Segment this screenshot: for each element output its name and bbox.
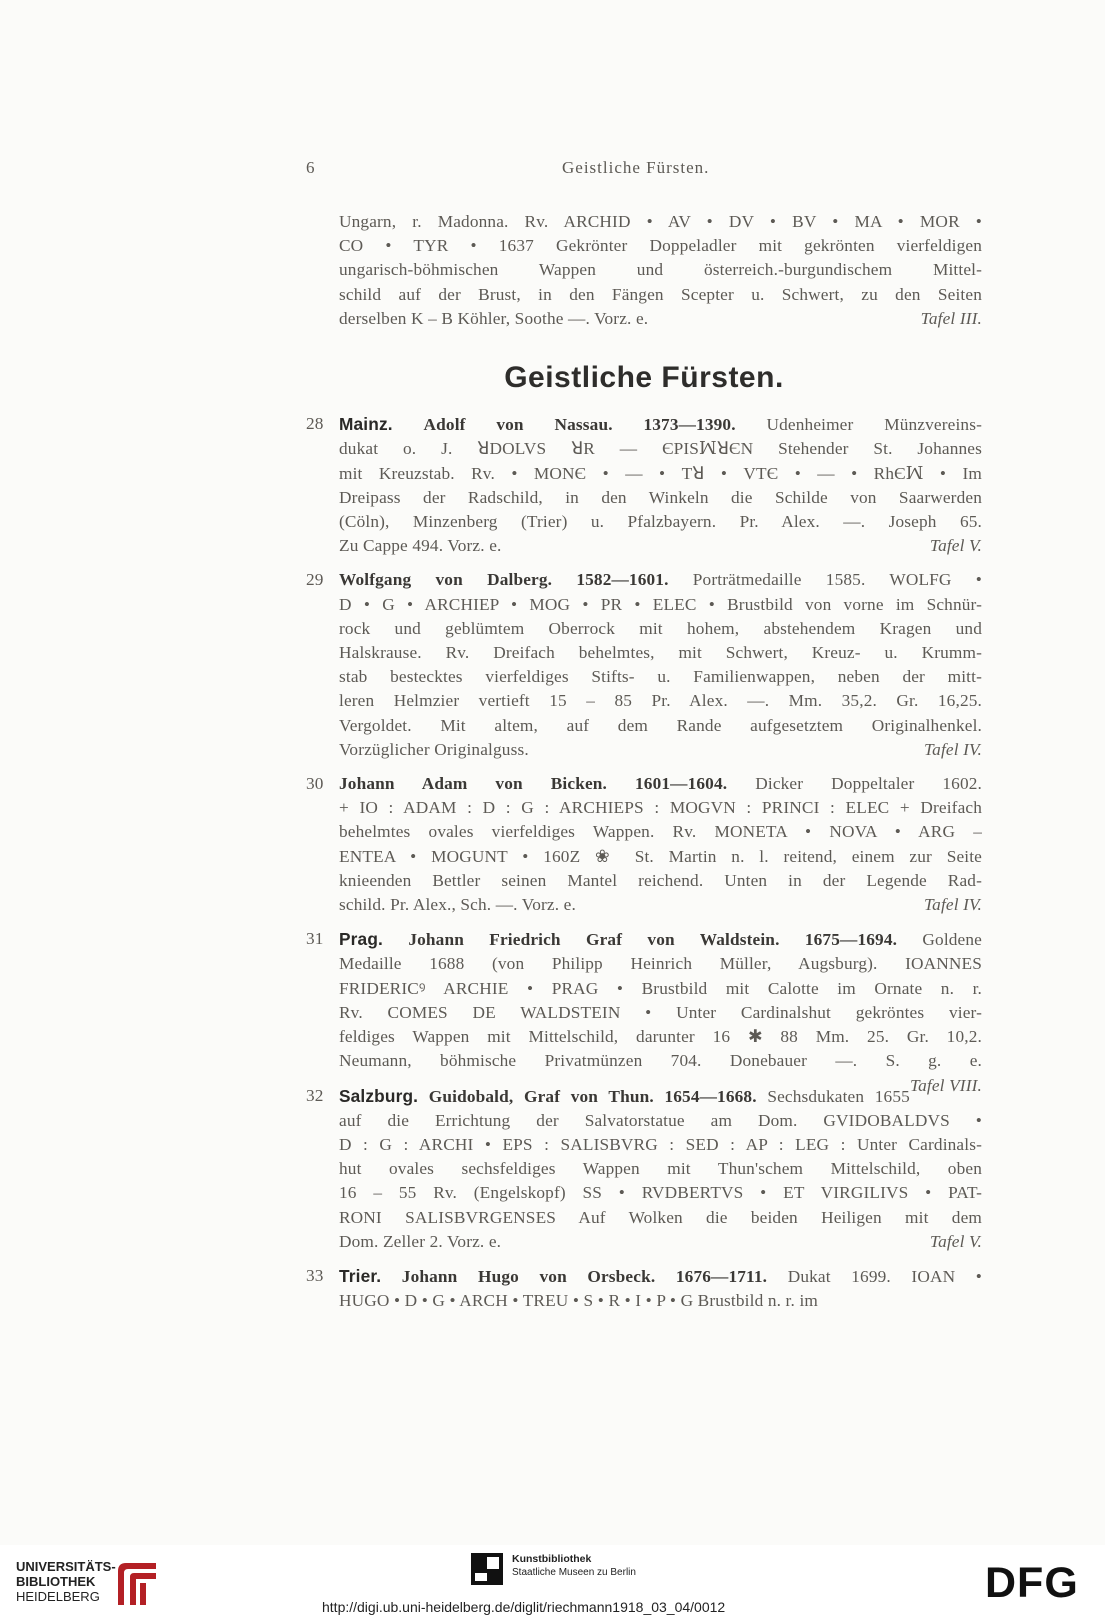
text-line: rock und geblümtem Oberrock mit hohem, abstehendem Kragen und	[339, 618, 982, 638]
entry-number: 30	[306, 774, 324, 794]
plate-reference: Tafel IV.	[923, 895, 982, 915]
plate-reference: Tafel VIII.	[909, 1075, 982, 1095]
text-line: knieenden Bettler seinen Mantel reichend. Unten in der Legende Rad-	[339, 870, 982, 890]
entry-ruler: Johann Hugo von Orsbeck. 1676—1711.	[401, 1266, 768, 1286]
catalogue-entries	[306, 412, 982, 1313]
uni-line-3: HEIDELBERG	[16, 1589, 100, 1604]
entry-description-start: Porträtmedaille 1585. WOLFG •	[668, 570, 982, 590]
uni-heidelberg-logo-icon	[112, 1561, 160, 1607]
entry-number: 33	[306, 1265, 324, 1285]
text-line-content: Vorzüglicher Originalguss.	[339, 739, 529, 759]
text-line: Vergoldet. Mit altem, auf dem Rande aufgesetztem Originalhenkel.	[339, 715, 982, 735]
kb-subtitle: Staatliche Museen zu Berlin	[512, 1567, 636, 1578]
text-line: Neumann, böhmische Privatmünzen 704. Donebauer —. S. g. e.	[339, 1051, 982, 1071]
text-line: stab bestecktes vierfeldiges Stifts- u. Familienwappen, neben der mitt-	[339, 667, 982, 687]
text-line-content: derselben K – B Köhler, Soothe —. Vorz. e.	[339, 308, 649, 328]
text-line	[339, 738, 982, 762]
section-title: Geistliche Fürsten.	[504, 361, 784, 395]
text-line-content: Dom. Zeller 2. Vorz. e.	[339, 1231, 502, 1251]
entry-number: 29	[306, 570, 324, 590]
text-line: D • G • ARCHIEP • MOG • PR • ELEC • Brustbild von vorne im Schnür-	[339, 594, 982, 614]
text-line: D : G : ARCHI • EPS : SALISBVRG : SED : AP : LEG : Unter Cardinals-	[339, 1134, 982, 1154]
kb-name: Kunstbibliothek	[512, 1553, 592, 1565]
catalogue-entry	[306, 412, 982, 558]
entry-heading-line	[339, 1084, 982, 1109]
plate-reference: Tafel III.	[920, 308, 982, 328]
text-line: ungarisch-böhmischen Wappen und österreich.-burgundischem Mittel-	[339, 260, 982, 280]
text-line: CO • TYR • 1637 Gekrönter Doppeladler mit gekrönten vierfeldigen	[339, 236, 982, 256]
entry-ruler: Guidobald, Graf von Thun. 1654—1668.	[428, 1086, 757, 1106]
entry-body	[339, 568, 982, 762]
dfg-logo[interactable]: DFG	[985, 1559, 1079, 1607]
text-line: dukat o. J. ꓤDOLVS ꓤR — ЄPISꟽꓤЄN Stehender St. Johannes	[339, 439, 982, 459]
entry-ruler: Wolfgang von Dalberg. 1582—1601.	[339, 570, 669, 590]
entry-body	[339, 927, 982, 1095]
text-line: FRIDERICꝰ ARCHIE • PRAG • Brustbild mit Calotte im Ornate n. r.	[339, 978, 982, 998]
text-line: leren Helmzier vertieft 15 – 85 Pr. Alex. —. Mm. 35,2. Gr. 16,25.	[339, 691, 982, 711]
text-line: mit Kreuzstab. Rv. • MONЄ • — • Tꓤ • VTЄ • — • RhЄꟽ • Im	[339, 463, 982, 483]
text-line	[339, 1230, 982, 1254]
entry-heading-line	[339, 927, 982, 952]
text-line: behelmtes ovales vierfeldiges Wappen. Rv. MONETA • NOVA • ARG –	[339, 822, 982, 842]
entry-heading-line	[339, 1264, 982, 1289]
text-line: auf die Errichtung der Salvatorstatue am Dom. GVIDOBALDVS •	[339, 1110, 982, 1130]
entry-place: Salzburg.	[339, 1085, 419, 1106]
text-line: schild auf der Brust, in den Fängen Scepter u. Schwert, zu den Seiten	[339, 284, 982, 304]
text-line: RONI SALISBVRGENSES Auf Wolken die beiden Heiligen mit dem	[339, 1207, 982, 1227]
entry-description-start: Dukat 1699. IOAN •	[767, 1266, 982, 1286]
text-line	[339, 534, 982, 558]
entry-body	[339, 412, 982, 558]
text-line: 16 – 55 Rv. (Engelskopf) SS • RVDBERTVS • ET VIRGILIVS • PAT-	[339, 1183, 982, 1203]
catalogue-entry	[306, 1264, 982, 1313]
entry-ruler: Johann Adam von Bicken. 1601—1604.	[339, 774, 728, 794]
plate-reference: Tafel V.	[929, 536, 982, 556]
text-line: feldiges Wappen mit Mittelschild, darunter 16 ✱ 88 Mm. 25. Gr. 10,2.	[339, 1027, 982, 1047]
text-line	[339, 893, 982, 917]
uni-line-2: BIBLIOTHEK	[16, 1574, 96, 1589]
running-title: Geistliche Fürsten.	[562, 158, 710, 177]
text-line-content: schild. Pr. Alex., Sch. —. Vorz. e.	[339, 895, 576, 915]
kunstbibliothek-wordmark	[512, 1553, 636, 1579]
entry-description-start: Goldene	[897, 930, 982, 950]
plate-reference: Tafel IV.	[923, 739, 982, 759]
entry-description-start: Dicker Doppeltaler 1602.	[727, 774, 983, 794]
kunstbibliothek-logo-icon[interactable]	[471, 1553, 503, 1585]
entry-body	[339, 1084, 982, 1254]
entry-ruler: Adolf von Nassau. 1373—1390.	[423, 415, 736, 435]
text-line: hut ovales sechsfeldiges Wappen mit Thun'schem Mittelschild, oben	[339, 1159, 982, 1179]
text-line-content: Zu Cappe 494. Vorz. e.	[339, 536, 502, 556]
entry-ruler: Johann Friedrich Graf von Waldstein. 1675—1694.	[408, 930, 898, 950]
text-line: + IO : ADAM : D : G : ARCHIEPS : MOGVN : PRINCI : ELEC + Dreifach	[339, 798, 982, 818]
text-line: Rv. COMES DE WALDSTEIN • Unter Cardinalshut gekröntes vier-	[339, 1002, 982, 1022]
text-line: ENTEA • MOGUNT • 160Z ❀ St. Martin n. l. reitend, einem zur Seite	[339, 846, 982, 866]
entry-heading-line	[339, 568, 982, 592]
entry-place: Trier.	[339, 1265, 382, 1286]
entry-number: 32	[306, 1085, 324, 1105]
entry-body	[339, 1264, 982, 1313]
uni-heidelberg-logo[interactable]	[16, 1559, 156, 1607]
page-content	[306, 210, 982, 1323]
entry-place: Prag.	[339, 929, 383, 950]
text-line: HUGO • D • G • ARCH • TREU • S • R • I • P • G Brustbild n. r. im	[339, 1291, 818, 1311]
entry-description-start: Sechsdukaten 1655	[756, 1086, 910, 1106]
text-line	[339, 307, 982, 331]
text-line: (Cöln), Minzenberg (Trier) u. Pfalzbayern. Pr. Alex. —. Joseph 65.	[339, 512, 982, 532]
text-line: Halskrause. Rv. Dreifach behelmtes, mit Schwert, Kreuz- u. Krumm-	[339, 643, 982, 663]
uni-heidelberg-wordmark	[16, 1559, 116, 1604]
footer-bar	[0, 1545, 1105, 1619]
entry-place: Mainz.	[339, 414, 393, 435]
entry-heading-line	[339, 772, 982, 796]
permalink-url[interactable]: http://digi.ub.uni-heidelberg.de/diglit/riechmann1918_03_04/0012	[322, 1599, 726, 1615]
entry-number: 28	[306, 414, 324, 434]
plate-reference: Tafel V.	[929, 1231, 982, 1251]
text-line: Dreipass der Radschild, in den Winkeln die Schilde von Saarwerden	[339, 487, 982, 507]
entry-heading-line	[339, 412, 982, 437]
catalogue-entry	[306, 772, 982, 917]
entry-number: 31	[306, 929, 324, 949]
catalogue-entry	[306, 1084, 982, 1254]
continuation-paragraph	[339, 210, 982, 331]
text-line: Ungarn, r. Madonna. Rv. ARCHID • AV • DV • BV • MA • MOR •	[339, 212, 982, 231]
entry-description-start: Udenheimer Münzvereins-	[735, 415, 982, 435]
page-number: 6	[306, 158, 316, 177]
catalogue-entry	[306, 568, 982, 762]
entry-body	[339, 772, 982, 917]
uni-line-1: UNIVERSITÄTS-	[16, 1559, 116, 1574]
text-line: Medaille 1688 (von Philipp Heinrich Müller, Augsburg). IOANNES	[339, 954, 982, 974]
